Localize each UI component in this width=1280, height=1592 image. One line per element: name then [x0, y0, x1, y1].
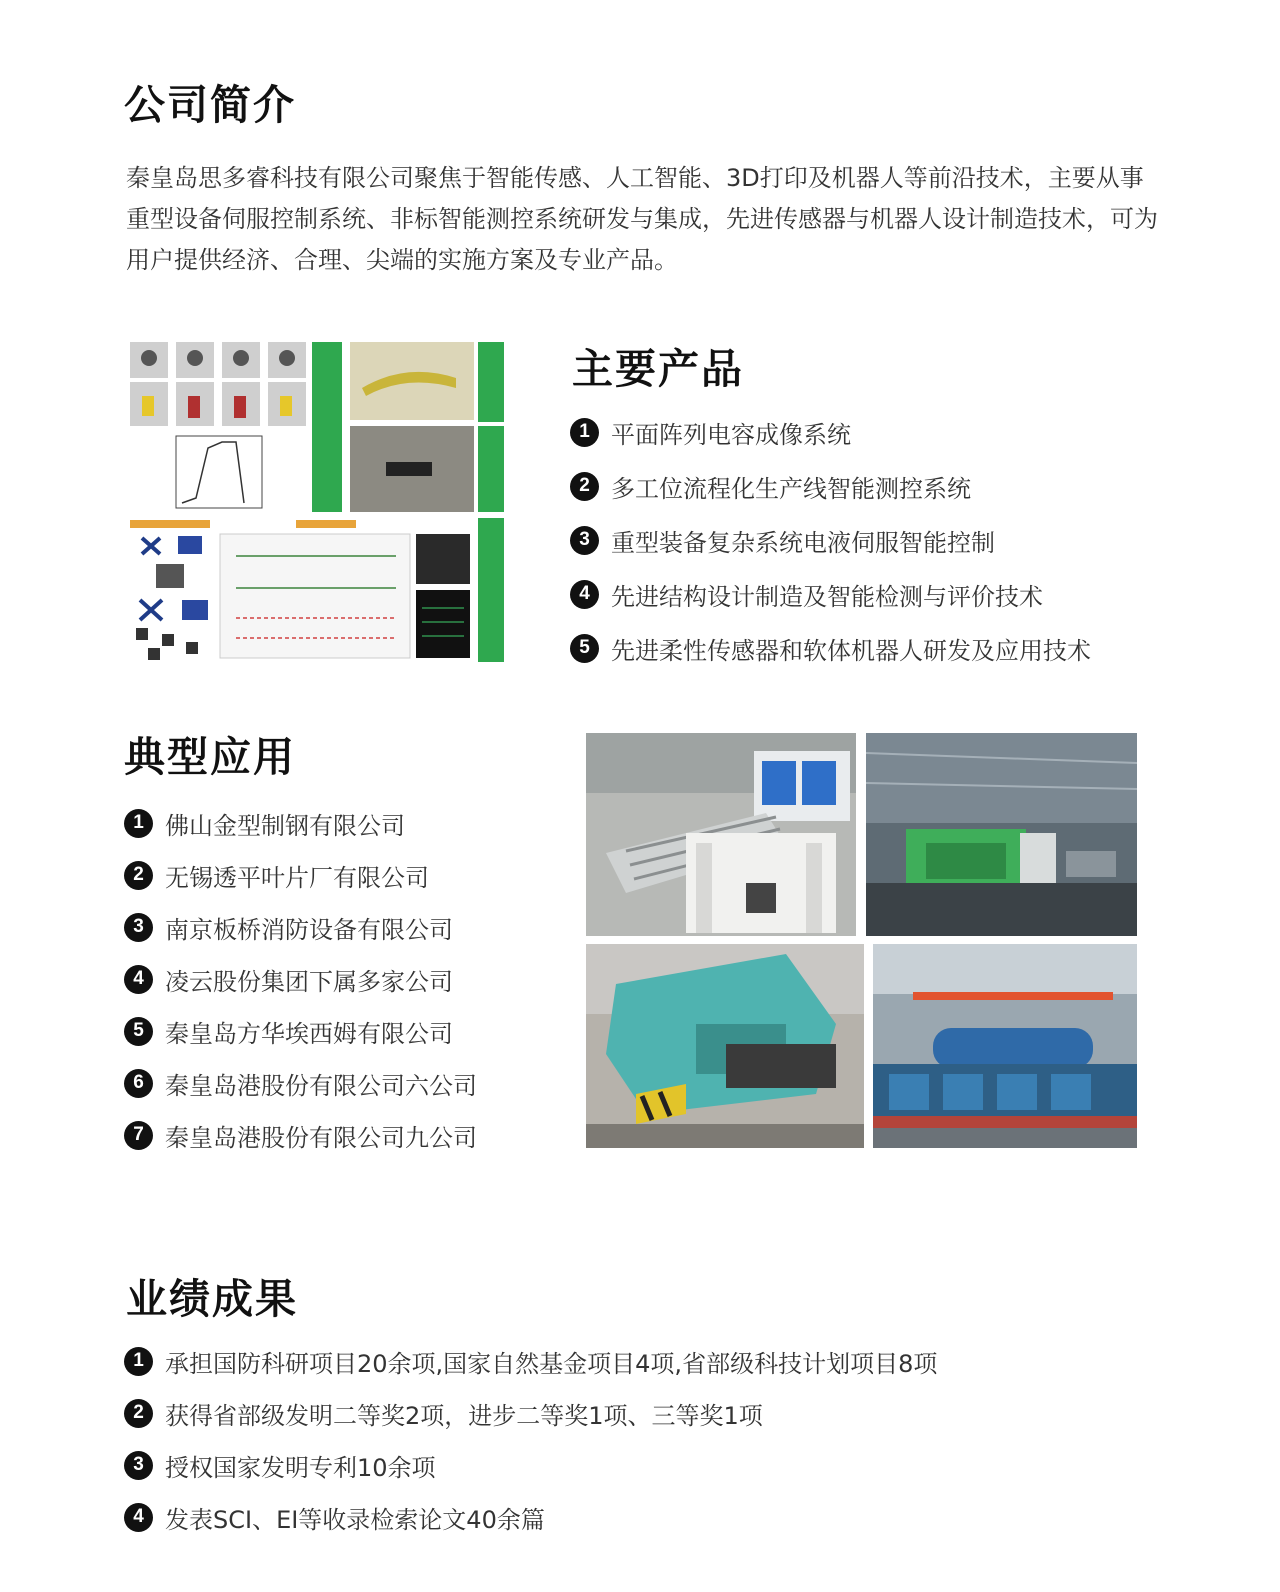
application-text: 秦皇岛港股份有限公司六公司	[165, 1071, 477, 1100]
number-badge: 5	[124, 1017, 153, 1046]
number-badge: 1	[124, 809, 153, 838]
application-text: 凌云股份集团下属多家公司	[165, 967, 453, 996]
application-item	[124, 857, 477, 893]
application-text: 秦皇岛港股份有限公司九公司	[165, 1123, 477, 1152]
product-item	[570, 576, 1091, 612]
achievement-item	[124, 1499, 937, 1535]
application-item	[124, 1065, 477, 1101]
product-item	[570, 414, 1091, 450]
application-photo-workshop	[866, 733, 1137, 936]
achievement-text: 获得省部级发明二等奖2项，进步二等奖1项、三等奖1项	[165, 1401, 763, 1430]
products-title: 主要产品	[572, 345, 744, 393]
product-item	[570, 468, 1091, 504]
application-item	[124, 1013, 477, 1049]
achievement-item	[124, 1447, 937, 1483]
product-text: 平面阵列电容成像系统	[611, 420, 851, 449]
achievement-text: 承担国防科研项目20余项,国家自然基金项目4项,省部级科技计划项目8项	[165, 1349, 938, 1378]
product-text: 先进结构设计制造及智能检测与评价技术	[611, 582, 1043, 611]
achievement-text: 授权国家发明专利10余项	[165, 1453, 436, 1482]
number-badge: 6	[124, 1069, 153, 1098]
application-photo-forging-machine	[586, 944, 864, 1148]
application-item	[124, 909, 477, 945]
company-intro-title: 公司简介	[124, 81, 296, 129]
products-list	[570, 414, 1091, 666]
applications-list	[124, 805, 477, 1153]
products-collage-image	[126, 338, 506, 664]
number-badge: 4	[570, 580, 599, 609]
application-photo-production-line	[873, 944, 1137, 1148]
number-badge: 2	[124, 1399, 153, 1428]
number-badge: 5	[570, 634, 599, 663]
application-text: 无锡透平叶片厂有限公司	[165, 863, 429, 892]
product-text: 重型装备复杂系统电液伺服智能控制	[611, 528, 995, 557]
achievement-text: 发表SCI、EI等收录检索论文40余篇	[165, 1505, 545, 1534]
achievements-list	[124, 1343, 937, 1535]
number-badge: 7	[124, 1121, 153, 1150]
application-item	[124, 1117, 477, 1153]
application-item	[124, 805, 477, 841]
number-badge: 4	[124, 965, 153, 994]
product-item	[570, 522, 1091, 558]
applications-title: 典型应用	[124, 733, 296, 781]
number-badge: 2	[570, 472, 599, 501]
number-badge: 1	[570, 418, 599, 447]
application-text: 秦皇岛方华埃西姆有限公司	[165, 1019, 453, 1048]
number-badge: 3	[124, 913, 153, 942]
company-intro-text: 秦皇岛思多睿科技有限公司聚焦于智能传感、人工智能、3D打印及机器人等前沿技术，主要从事重型设备伺服控制系统、非标智能测控系统研发与集成，先进传感器与机器人设计制造技术，可为用户提供经济、合理、尖端的实施方案及专业产品。	[126, 164, 1158, 274]
number-badge: 4	[124, 1503, 153, 1532]
number-badge: 3	[124, 1451, 153, 1480]
achievement-item	[124, 1395, 937, 1431]
product-item	[570, 630, 1091, 666]
application-text: 佛山金型制钢有限公司	[165, 811, 405, 840]
product-text: 多工位流程化生产线智能测控系统	[611, 474, 971, 503]
product-text: 先进柔性传感器和软体机器人研发及应用技术	[611, 636, 1091, 665]
number-badge: 2	[124, 861, 153, 890]
application-photo-conveyor	[586, 733, 856, 936]
achievements-title: 业绩成果	[126, 1275, 298, 1323]
application-item	[124, 961, 477, 997]
number-badge: 1	[124, 1347, 153, 1376]
application-text: 南京板桥消防设备有限公司	[165, 915, 453, 944]
number-badge: 3	[570, 526, 599, 555]
achievement-item	[124, 1343, 937, 1379]
